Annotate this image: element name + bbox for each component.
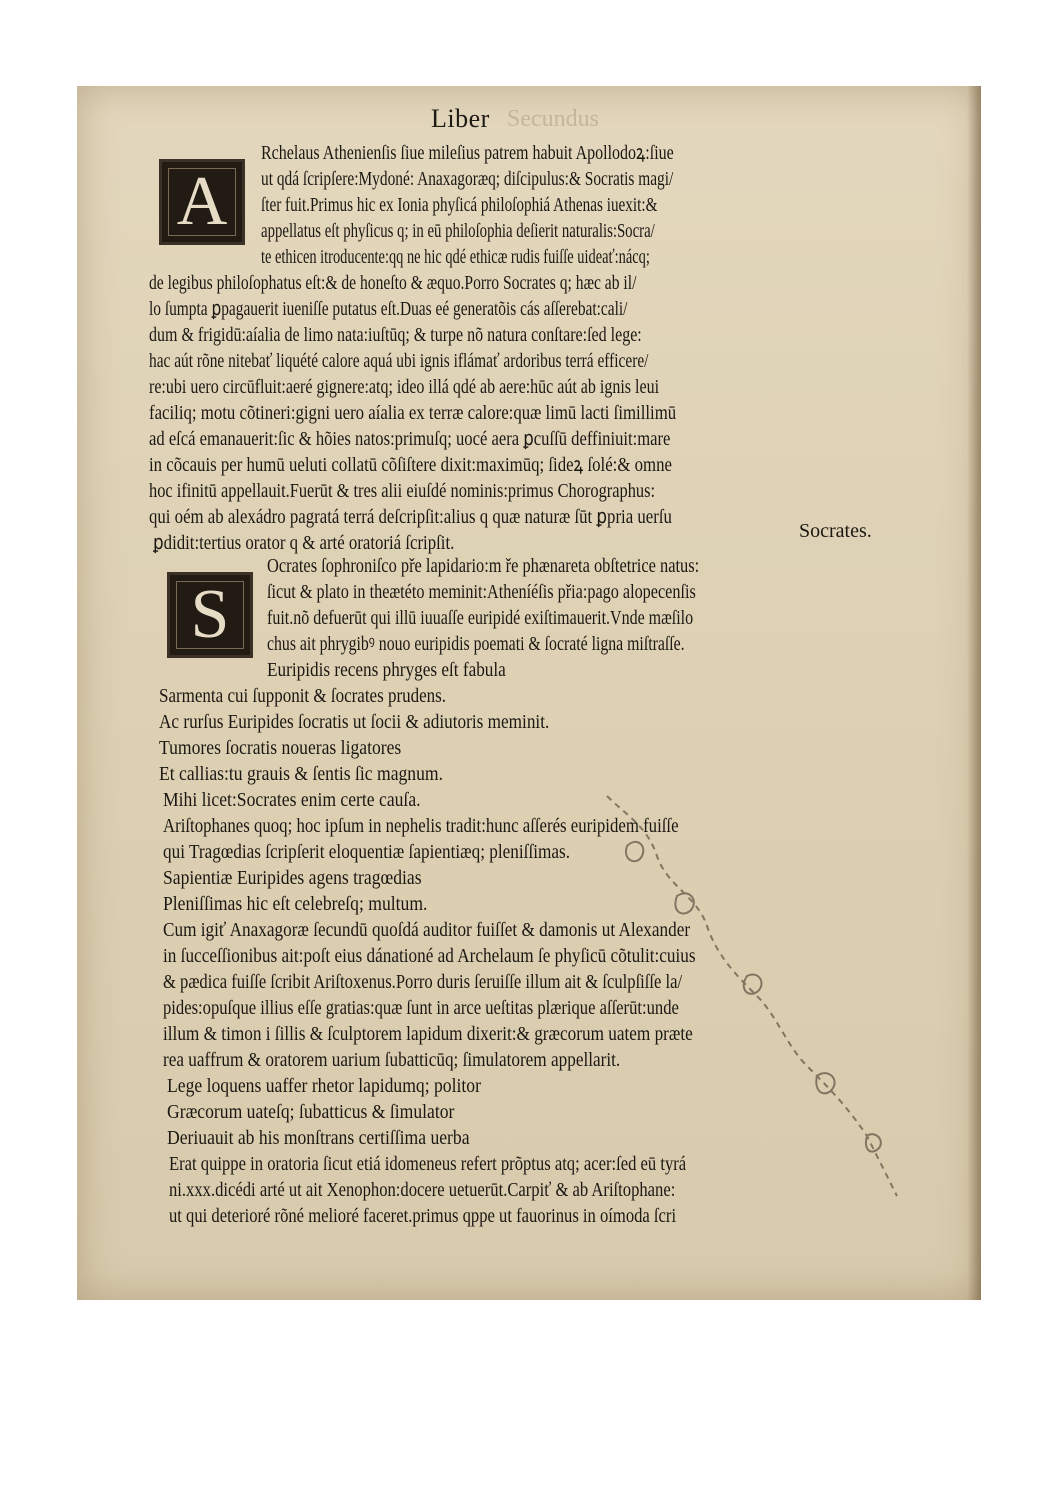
initial-letter: A — [176, 163, 228, 240]
text-line: Ariſtophanes quoq; hoc ipſum in nephelis tradit:hunc aſſerés euripidem fuiſſe — [163, 815, 679, 837]
show-through-heading: Secundus — [507, 106, 599, 132]
text-line: Græcorum uateſq; ſubatticus & ſimulator — [167, 1101, 455, 1123]
text-line: lo ſumpta ꝑpagauerit iueniſſe putatus eſt.Duas eé generatõis cás aſſerebat:cali/ — [149, 298, 628, 320]
text-line: Pleniſſimas hic eſt celebreſq; multum. — [163, 893, 428, 915]
scanned-page — [77, 86, 981, 1300]
text-line: Lege loquens uaffer rhetor lapidumq; politor — [167, 1075, 481, 1097]
text-line: illum & timon i ſillis & ſculptorem lapidum dixerit:& græcorum uatem præte — [163, 1023, 693, 1045]
text-line: rea uaffrum & oratorem uarium ſubatticūq; ſimulatorem appellarit. — [163, 1049, 621, 1071]
watermark-scribble — [587, 786, 907, 1216]
text-line: ſicut & plato in theætéto meminit:Atheníéſis přia:pago alopecenſis — [267, 581, 696, 603]
text-line: Sapientiæ Euripides agens tragœdias — [163, 867, 422, 889]
text-line: Cum igiť Anaxagoræ ſecundū quoſdá auditor fuiſſet & damonis ut Alexander — [163, 919, 691, 941]
text-line: ni.xxx.dicédi arté ut ait Xenophon:docere uetuerūt.Carpiť & ab Ariſtophane: — [169, 1179, 676, 1201]
text-line: Mihi licet:Socrates enim certe cauſa. — [163, 789, 421, 811]
text-line: re:ubi uero circūfluit:aeré gignere:atq; ideo illá qdé ab aere:hūc aút ab ignis leui — [149, 376, 660, 398]
text-line: Et callias:tu grauis & ſentis ſic magnum. — [159, 763, 443, 785]
initial-letter: S — [190, 576, 230, 653]
text-line: ꝑdidit:tertius orator q & arté oratoriá ſcripſit. — [153, 532, 455, 554]
text-line: ſter fuit.Primus hic ex Ionia phyſicá philoſophiá Athenas iuexit:& — [261, 194, 658, 216]
text-line: qui Tragœdias ſcripſerit eloquentiæ ſapientiæq; pleniſſimas. — [163, 841, 571, 863]
text-line: Deriuauit ab his monſtrans certiſſima uerba — [167, 1127, 470, 1149]
text-line: qui oém ab alexádro pagratá terrá deſcripſit:alius q quæ naturæ ſūt ꝑpria uerſu — [149, 506, 672, 528]
text-line: fuit.nõ defuerūt qui illū iuuaſſe euripidé exiſtimauerit.Vnde mæſilo — [267, 607, 694, 629]
text-line: Euripidis recens phryges eſt fabula — [267, 659, 506, 681]
text-line: ad eſcá emanauerit:ſic & hõies natos:primuſq; uocé aera ꝑcuſſū deffiniuit:mare — [149, 428, 671, 450]
text-line: Sarmenta cui ſupponit & ſocrates prudens. — [159, 685, 447, 707]
text-line: Ac rurſus Euripides ſocratis ut ſocii & adiutoris meminit. — [159, 711, 550, 733]
text-line: in ſucceſſionibus ait:poſt eius dánationé ad Archelaum ſe phyſicū cõtulit:cuius — [163, 945, 696, 967]
text-line: faciliq; motu cõtineri:gigni uero aíalia ex terræ calore:quæ limū lacti ſimillimū — [149, 402, 677, 424]
text-line: dum & frigidū:aíalia de limo nata:iuſtūq; & turpe nõ natura conſtare:ſed lege: — [149, 324, 642, 346]
text-line: & pædica fuiſſe ſcribit Ariſtoxenus.Porro duris ſeruiſſe illum ait & ſculpſiſſe la/ — [163, 971, 683, 993]
text-line: de legibus philoſophatus eſt:& de honeſto & æquo.Porro Socrates q; hæc ab il/ — [149, 272, 637, 294]
text-line: Ocrates ſophroniſco pře lapidario:m ře phænareta obſtetrice natus: — [267, 555, 700, 577]
marginal-heading: Socrates. — [799, 520, 872, 542]
text-line: Rchelaus Athenienſis ſiue mileſius patrem habuit Apollodoꝝ:ſiue — [261, 142, 674, 164]
decorated-initial-s — [167, 572, 253, 658]
decorated-initial-a — [159, 159, 245, 245]
running-heading: Liber — [431, 104, 490, 133]
text-line: te ethicen itroducente:qq ne hic qdé ethicæ rudis fuiſſe uideať:nácq; — [261, 246, 650, 268]
text-line: hoc ifinitū appellauit.Fuerūt & tres alii eiuſdé nominis:primus Chorographus: — [149, 480, 656, 502]
text-line: Erat quippe in oratoria ſicut etiá idomeneus refert prõptus atq; acer:ſed eū tyrá — [169, 1153, 687, 1175]
text-line: chus ait phrygibꝰ nouo euripidis poemati & ſocraté ligna miſtraſſe. — [267, 633, 685, 655]
text-line: pides:opuſque illius eſſe gratias:quæ ſunt in arce ueſtitas plærique aſſerūt:unde — [163, 997, 679, 1019]
text-line: ut qdá ſcripſere:Mydoné: Anaxagoræq; diſcipulus:& Socratis magi/ — [261, 168, 674, 190]
text-line: Tumores ſocratis noueras ligatores — [159, 737, 402, 759]
text-line: hac aút rõne nitebať liquété calore aquá ubi ignis iflámať ardoribus terrá efficere/ — [149, 350, 649, 372]
text-line: in cõcauis per humū ueluti collatū cõſiſtere dixit:maximūq; ſideꝝ ſolé:& omne — [149, 454, 672, 476]
text-line: ut qui deterioré rõné melioré faceret.primus qppe ut fauorinus in oímoda ſcri — [169, 1205, 677, 1227]
text-line: appellatus eſt phyſicus q; in eū philoſophia deſierit naturalis:Socra/ — [261, 220, 655, 242]
